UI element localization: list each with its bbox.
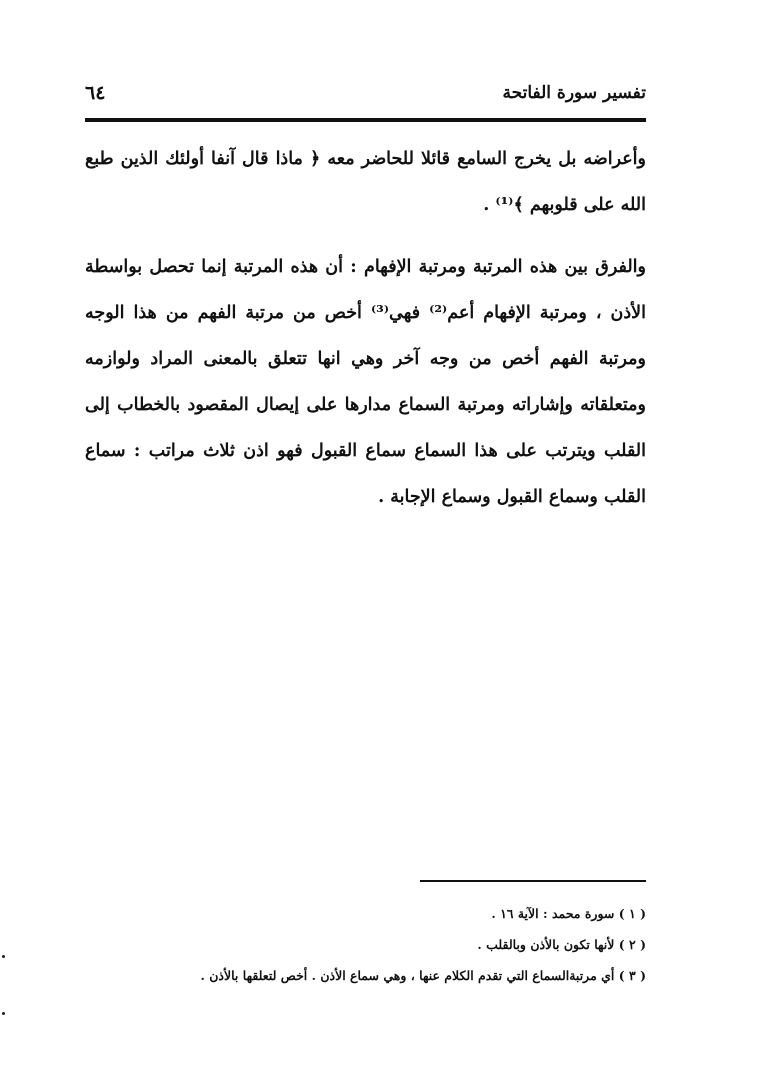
footnotes [85, 898, 646, 991]
paragraph: وأعراضه بل يخرج السامع قائلا للحاضر معه ﴿ ماذا قال آنفا أولئك الذين طبع الله على قلوبهم ﴾⁽¹⁾ . [85, 149, 646, 215]
footnote: ( ٣ ) أي مرتبةالسماع التي تقدم الكلام عنها ، وهي سماع الأذن . أخص لتعلقها بالأذن . [200, 968, 646, 983]
scan-speck [2, 955, 5, 958]
running-title: تفسير سورة الفاتحة [502, 83, 646, 103]
footnote: ( ١ ) سورة محمد : الآية ١٦ . [491, 906, 646, 921]
header-rule [85, 118, 646, 122]
scan-speck [2, 1012, 5, 1015]
paragraph: والفرق بين هذه المرتبة ومرتبة الإفهام : أن هذه المرتبة إنما تحصل بواسطة الأذن ، ومرتبة الإفهام أعم⁽²⁾ فهي⁽³⁾ أخص من مرتبة الفهم من هذا الوجه ومرتبة الفهم أخص من وجه آخر وهي انها تتعلق بالمعنى المراد ولوازمه ومتعلقاته وإشاراته ومرتبة السماع مدارها على إيصال المقصود بالخطاب إلى القلب ويترتب على هذا السماع سماع القبول فهو اذن ثلاث مراتب : سماع القلب وسماع القبول وسماع الإجابة . [85, 257, 647, 507]
body-text [85, 136, 646, 520]
page-header [85, 78, 646, 114]
footnote-rule [420, 880, 646, 882]
page-number: ٦٤ [85, 82, 106, 104]
footnote: ( ٢ ) لأنها تكون بالأذن وبالقلب . [477, 937, 646, 952]
